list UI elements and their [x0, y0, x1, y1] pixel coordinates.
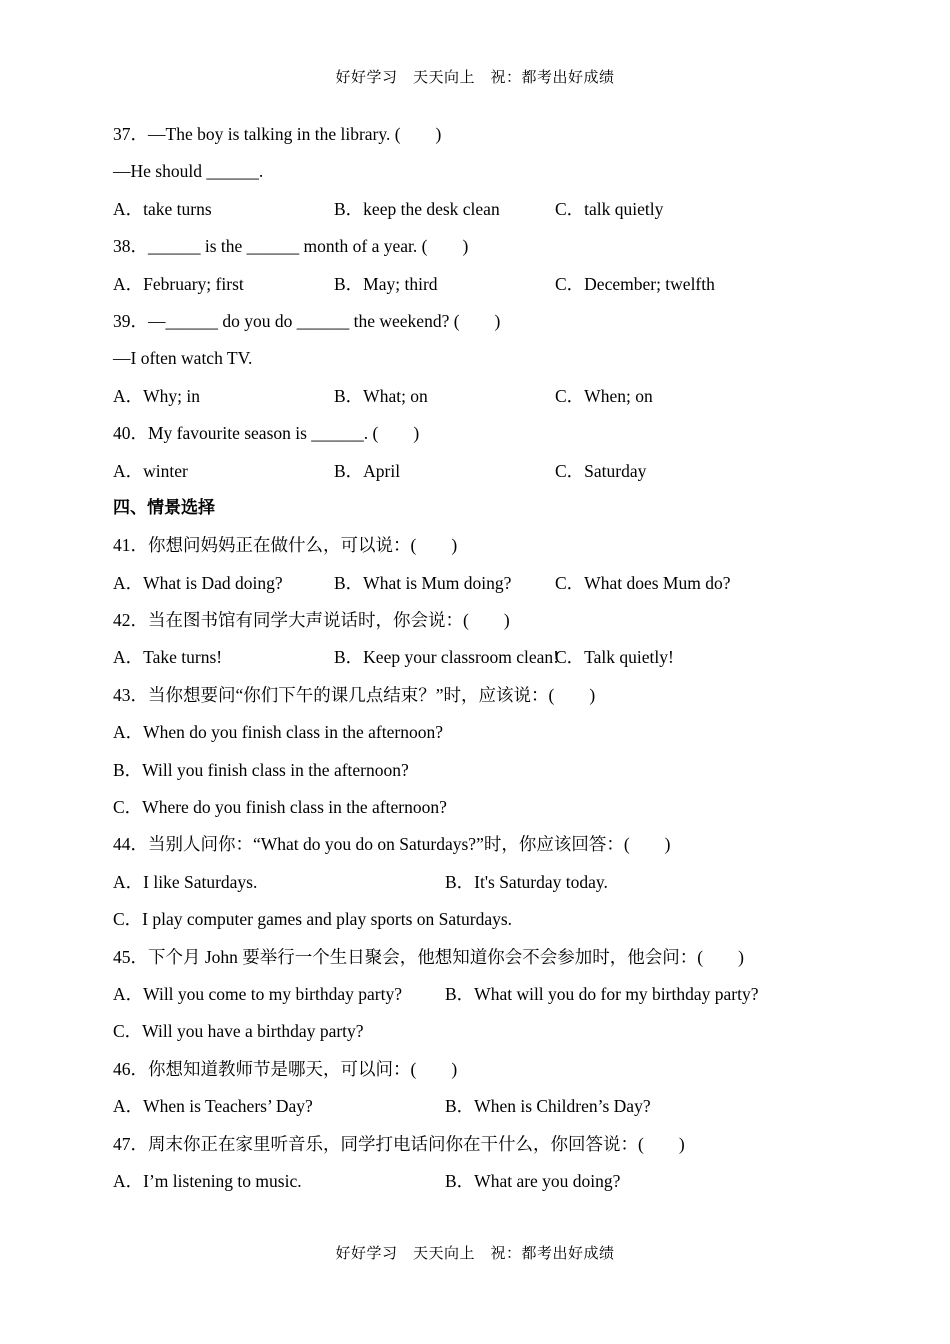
question-43-stem: 43．当你想要问“你们下午的课几点结束？”时，应该说：( ) — [113, 684, 596, 705]
question-37-answer-line: —He should ______. — [113, 161, 264, 182]
question-40-option-a: A．winter — [113, 460, 188, 481]
question-37-stem: 37．—The boy is talking in the library. ( ) — [113, 124, 442, 144]
question-44-option-a: A．I like Saturdays. — [113, 871, 258, 892]
question-40-option-b: B．April — [334, 460, 401, 481]
question-47-option-a: A．I’m listening to music. — [113, 1170, 302, 1191]
question-43-option-c: C．Where do you finish class in the afternoon? — [113, 797, 447, 818]
page-footer: 好好学习 天天向上 祝：都考出好成绩 — [335, 1244, 615, 1262]
question-39-option-c: C．When; on — [555, 385, 653, 406]
question-46-option-a: A．When is Teachers’ Day? — [113, 1096, 313, 1117]
question-38-stem: 38．______ is the ______ month of a year. ( ) — [113, 236, 469, 257]
question-41-option-b: B．What is Mum doing? — [334, 572, 512, 593]
question-46-option-b: B．When is Children’s Day? — [445, 1096, 651, 1117]
question-41-option-a: A．What is Dad doing? — [113, 572, 283, 593]
question-47-option-b: B．What are you doing? — [445, 1170, 621, 1191]
question-46-options — [113, 1092, 833, 1129]
question-42-option-b: B．Keep your classroom clean! — [334, 647, 559, 668]
question-46-stem: 46．你想知道教师节是哪天，可以问：( ) — [113, 1058, 458, 1079]
question-39-option-a: A．Why; in — [113, 385, 201, 406]
question-38-options — [113, 270, 833, 307]
question-list — [113, 120, 833, 1204]
question-37-option-a: A．take turns — [113, 198, 212, 219]
question-45-option-c: C．Will you have a birthday party? — [113, 1021, 364, 1042]
question-44-option-c: C．I play computer games and play sports on Saturdays. — [113, 909, 513, 930]
question-41-option-c: C．What does Mum do? — [555, 572, 731, 593]
question-45-options — [113, 980, 833, 1017]
question-45-option-a: A．Will you come to my birthday party? — [113, 983, 402, 1004]
question-40-options — [113, 457, 833, 494]
question-44-option-b: B．It's Saturday today. — [445, 871, 608, 892]
question-38-option-a: A．February; first — [113, 273, 244, 294]
question-38-option-b: B．May; third — [334, 273, 438, 294]
question-44-options — [113, 868, 833, 905]
question-40-option-c: C．Saturday — [555, 460, 647, 481]
question-39-options — [113, 382, 833, 419]
question-43-option-a: A．When do you finish class in the afternoon? — [113, 722, 443, 743]
section-heading: 四、情景选择 — [113, 497, 215, 518]
question-39-answer-line: —I often watch TV. — [113, 348, 253, 369]
question-43-option-b: B．Will you finish class in the afternoon? — [113, 759, 409, 780]
page-header: 好好学习 天天向上 祝：都考出好成绩 — [335, 68, 615, 86]
question-37-option-c: C．talk quietly — [555, 198, 664, 219]
question-42-option-a: A．Take turns! — [113, 647, 223, 668]
question-37-option-b: B．keep the desk clean — [334, 198, 500, 219]
question-47-options — [113, 1167, 833, 1204]
question-39-option-b: B．What; on — [334, 385, 428, 406]
question-37-options — [113, 195, 833, 232]
question-39-stem: 39．—______ do you do ______ the weekend? ( ) — [113, 310, 501, 331]
question-45-stem: 45．下个月 John 要举行一个生日聚会，他想知道你会不会参加时，他会问：( ) — [113, 946, 744, 967]
question-38-option-c: C．December; twelfth — [555, 273, 715, 294]
question-47-stem: 47．周末你正在家里听音乐，同学打电话问你在干什么，你回答说：( ) — [113, 1133, 685, 1154]
question-42-option-c: C．Talk quietly! — [555, 647, 674, 668]
question-44-stem: 44．当别人问你：“What do you do on Saturdays?”时，你应该回答：( ) — [113, 834, 671, 855]
question-41-options — [113, 569, 833, 606]
question-40-stem: 40．My favourite season is ______. ( ) — [113, 423, 420, 444]
question-45-option-b: B．What will you do for my birthday party? — [445, 983, 759, 1004]
question-42-options — [113, 643, 833, 680]
question-42-stem: 42．当在图书馆有同学大声说话时，你会说：( ) — [113, 610, 510, 631]
question-41-stem: 41．你想问妈妈正在做什么，可以说：( ) — [113, 535, 458, 556]
